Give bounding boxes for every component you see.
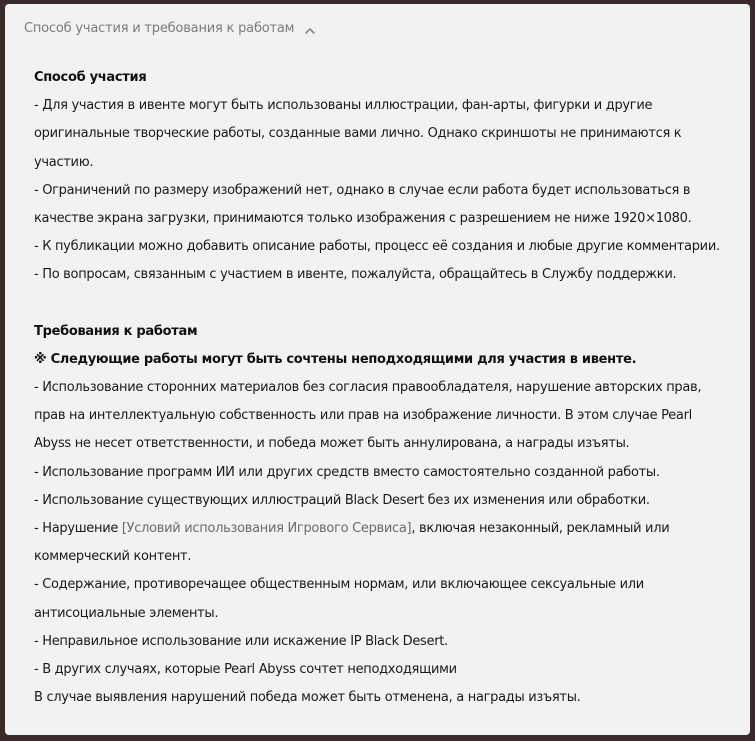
requirements-line: В случае выявления нарушений победа может быть отменена, а награды изъяты. bbox=[34, 690, 581, 706]
chevron-up-icon[interactable] bbox=[304, 22, 316, 34]
requirements-line: - Использование программ ИИ или других средств вместо самостоятельно созданной работы. bbox=[34, 464, 660, 480]
requirements-line: - Содержание, противоречащее общественным нормам, или включающее сексуальные или bbox=[34, 577, 644, 593]
requirements-violation-line bbox=[34, 515, 734, 543]
violation-suffix: , включая незаконный, рекламный или bbox=[411, 521, 670, 536]
requirements-line: - Использование сторонних материалов без согласия правообладателя, нарушение авторских прав, bbox=[34, 380, 702, 396]
participation-line: - Ограничений по размеру изображений нет, однако в случае если работа будет использоваться в bbox=[34, 182, 691, 198]
requirements-line: коммерческий контент. bbox=[34, 549, 192, 565]
accordion-header[interactable] bbox=[24, 16, 316, 40]
accordion-content bbox=[34, 64, 734, 712]
section-spacer bbox=[34, 290, 734, 318]
requirements-line: прав на интеллектуальную собственность или прав на изображение личности. В этом случае Pearl bbox=[34, 408, 692, 424]
requirements-line: антисоциальные элементы. bbox=[34, 605, 219, 621]
participation-line: - По вопросам, связанным с участием в ивенте, пожалуйста, обращайтесь в Службу поддержки. bbox=[34, 267, 677, 283]
requirements-notice: ※ Следующие работы могут быть сочтены неподходящими для участия в ивенте. bbox=[34, 351, 637, 367]
participation-line: оригинальные творческие работы, созданные вами лично. Однако скриншоты не принимаются к bbox=[34, 126, 682, 142]
participation-heading: Способ участия bbox=[34, 70, 147, 85]
participation-line: - Для участия в ивенте могут быть использованы иллюстрации, фан-арты, фигурки и другие bbox=[34, 98, 653, 114]
requirements-line: Abyss не несет ответственности, и победа может быть аннулирована, а награды изъяты. bbox=[34, 436, 630, 452]
accordion-title[interactable]: Способ участия и требования к работам bbox=[24, 20, 295, 36]
participation-line: участию. bbox=[34, 154, 94, 170]
violation-prefix: - Нарушение bbox=[34, 521, 122, 536]
content-panel bbox=[5, 4, 750, 735]
participation-line: качестве экрана загрузки, принимаются только изображения с разрешением не ниже 1920×1080. bbox=[34, 210, 692, 226]
requirements-line: - Неправильное использование или искажение IP Black Desert. bbox=[34, 633, 448, 649]
requirements-line: - В других случаях, которые Pearl Abyss сочтет неподходящими bbox=[34, 661, 457, 677]
terms-of-service-link[interactable]: [Условий использования Игрового Сервиса] bbox=[121, 521, 412, 536]
participation-line: - К публикации можно добавить описание работы, процесс её создания и любые другие комментарии. bbox=[34, 239, 720, 255]
requirements-heading: Требования к работам bbox=[34, 323, 198, 339]
requirements-line: - Использование существующих иллюстраций Black Desert без их изменения или обработки. bbox=[34, 492, 650, 508]
